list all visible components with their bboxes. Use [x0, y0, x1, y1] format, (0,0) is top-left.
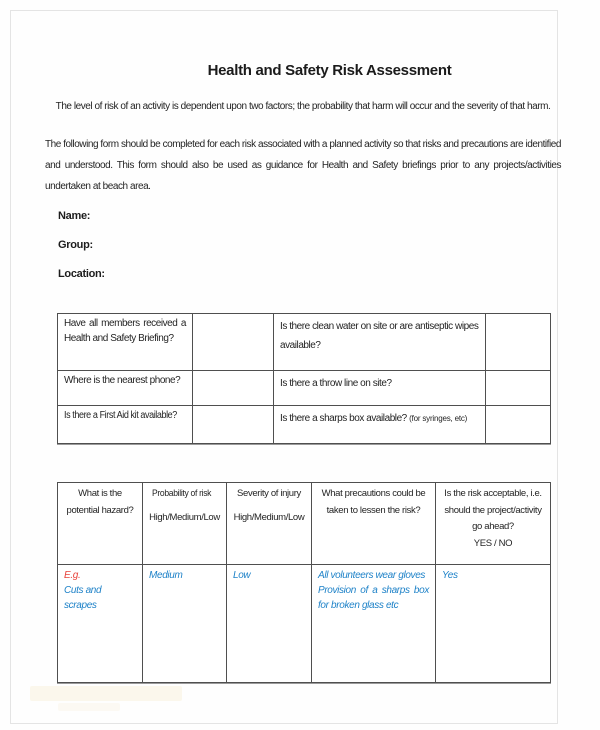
example-precaution-line-1: All volunteers wear gloves — [318, 570, 426, 581]
checklist-question: Where is the nearest phone? — [58, 371, 193, 406]
safety-checklist-table — [57, 313, 551, 444]
checklist-answer-cell — [486, 371, 551, 406]
probability-scale-text: High/Medium/Low — [149, 511, 220, 523]
intro-paragraph: The level of risk of an activity is dependent upon two factors; the probability that harm will occur and the severity of that harm. — [55, 101, 551, 112]
risk-assessment-table — [57, 482, 551, 683]
probability-header-text: Probability of risk — [151, 488, 211, 499]
checklist-question — [58, 406, 193, 444]
checklist-question: Have all members received a Health and Safety Briefing? — [58, 314, 193, 371]
checklist-row — [58, 406, 551, 444]
location-field-label: Location: — [58, 268, 105, 280]
checklist-answer-cell — [193, 314, 274, 371]
name-field-label: Name: — [58, 210, 91, 222]
checklist-row — [58, 314, 551, 371]
example-severity-text: Low — [233, 570, 251, 581]
group-field-label: Group: — [58, 239, 93, 251]
acceptable-header-text: Is the risk acceptable, i.e. should the project/activity go ahead? — [444, 488, 542, 532]
checklist-question: Is there a throw line on site? — [274, 371, 486, 406]
page-title: Health and Safety Risk Assessment — [207, 62, 452, 79]
instructions-paragraph: The following form should be completed for each risk associated with a planned activity so that risks and precautions are identified and understood. This form should also be used as guidance for Health and Safety briefings prior to any projects/activities undertaken at beach area. — [45, 139, 561, 192]
severity-header-text: Severity of injury — [237, 488, 301, 499]
checklist-question-text: Is there a sharps box available? — [280, 413, 407, 424]
watermark — [58, 703, 120, 711]
example-precautions-cell — [312, 565, 436, 683]
example-acceptable-cell — [436, 565, 551, 683]
risk-table-header-row — [58, 483, 551, 565]
checklist-question-note: (for syringes, etc) — [409, 414, 468, 423]
risk-table-example-row — [58, 565, 551, 683]
example-label: E.g. — [64, 570, 81, 581]
acceptable-options-text: YES / NO — [473, 537, 513, 549]
probability-column-header — [143, 483, 227, 565]
precautions-column-header: What precautions could be taken to lessen the risk? — [312, 483, 436, 565]
severity-scale-text: High/Medium/Low — [233, 511, 305, 523]
example-probability-cell — [143, 565, 227, 683]
checklist-row — [58, 371, 551, 406]
example-precaution-line-2: Provision of a sharps box for broken glass etc — [318, 585, 429, 611]
example-hazard-cell — [58, 565, 143, 683]
checklist-answer-cell — [486, 314, 551, 371]
checklist-question: Is there clean water on site or are antiseptic wipes available? — [274, 314, 486, 371]
acceptable-column-header — [436, 483, 551, 565]
example-acceptable-text: Yes — [442, 570, 458, 581]
checklist-answer-cell — [193, 371, 274, 406]
checklist-question — [274, 406, 486, 444]
example-severity-cell — [227, 565, 312, 683]
checklist-question-text: Is there a First Aid kit available? — [64, 410, 177, 421]
watermark — [30, 686, 182, 701]
hazard-column-header: What is the potential hazard? — [58, 483, 143, 565]
severity-column-header — [227, 483, 312, 565]
example-hazard-text: Cuts and scrapes — [64, 585, 102, 611]
checklist-answer-cell — [486, 406, 551, 444]
example-probability-text: Medium — [149, 570, 183, 581]
checklist-answer-cell — [193, 406, 274, 444]
